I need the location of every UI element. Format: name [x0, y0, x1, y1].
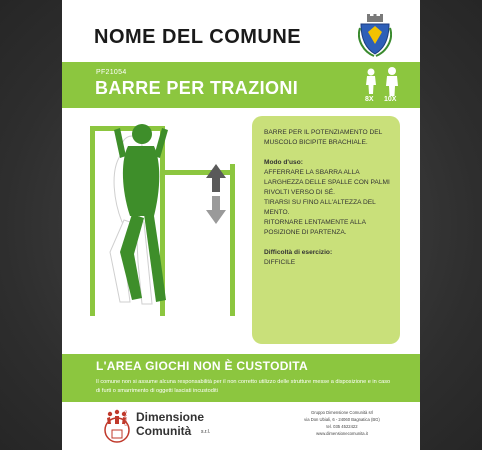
usage-label: Modo d'uso:: [264, 159, 303, 166]
warning-band: [62, 354, 420, 402]
logo-text-line2: Comunità: [136, 424, 192, 438]
company-website[interactable]: www.dimensionecomunita.it: [316, 431, 368, 436]
usage-step-2: TIRARSI SU FINO ALL'ALTEZZA DEL MENTO.: [264, 199, 376, 216]
exercise-description: BARRE PER IL POTENZIAMENTO DEL MUSCOLO BICIPITE BRACHIALE.: [264, 129, 383, 146]
sign-header: [62, 0, 420, 62]
warning-title: L'AREA GIOCHI NON È CUSTODITA: [96, 359, 309, 373]
company-logo-icon: [98, 408, 136, 444]
footer: [62, 402, 420, 450]
logo-gruppo: GRUPPO: [124, 410, 128, 426]
company-info: [282, 409, 402, 437]
town-name: NOME DEL COMUNE: [94, 26, 302, 48]
municipal-crest-icon: [358, 14, 392, 58]
difficulty-label: Difficoltà di esercizio:: [264, 249, 333, 256]
instructions-panel: [252, 116, 400, 344]
child-small-icon: [364, 66, 378, 94]
logo-text-line1: Dimensione: [136, 410, 205, 424]
product-code: PF21054: [96, 69, 127, 76]
difficulty-value: DIFFICILE: [264, 259, 296, 266]
usage-step-1: AFFERRARE LA SBARRA ALLA LARGHEZZA DELLE SPALLE CON PALMI RIVOLTI VERSO DI SÉ.: [264, 169, 390, 196]
pull-up-illustration: [80, 112, 250, 322]
company-phone: tel. 035 4522422: [326, 424, 358, 429]
warning-text: Il comune non si assume alcuna responsabilità per il non corretto utilizzo delle strutture messe a disposizione e in caso di furti o smarrimento di oggetti lasciati incustoditi: [96, 379, 391, 394]
logo-suffix: s.r.l.: [201, 429, 211, 435]
sign-panel: [62, 0, 420, 450]
reps-big: 10X: [384, 96, 397, 103]
reps-small: 8X: [365, 96, 374, 103]
title-band: [62, 62, 420, 108]
company-name: Gruppo Dimensione Comunità srl: [311, 410, 373, 415]
child-large-icon: [384, 66, 400, 96]
usage-step-3: RITORNARE LENTAMENTE ALLA POSIZIONE DI PARTENZA.: [264, 219, 366, 236]
exercise-title: BARRE PER TRAZIONI: [95, 78, 299, 98]
company-address: via Don Ubiali, 6 - 24060 Bagnatica (BG): [304, 417, 380, 422]
